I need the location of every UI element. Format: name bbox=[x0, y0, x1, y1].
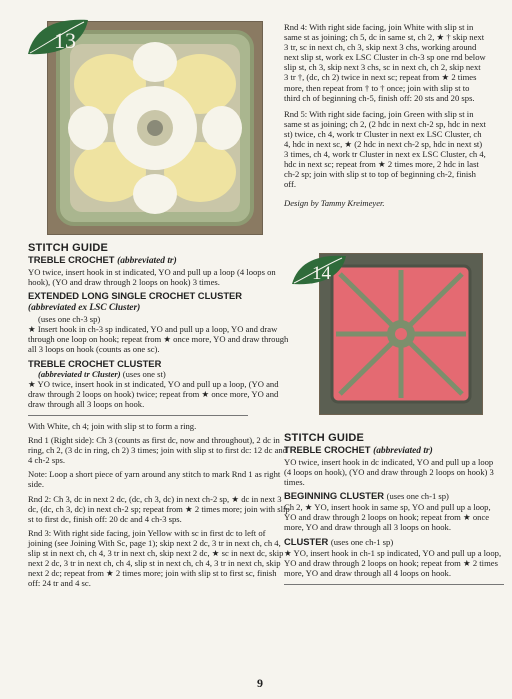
treble-crochet-heading: TREBLE CROCHET (abbreviated tr) bbox=[28, 254, 177, 266]
page-number: 9 bbox=[257, 676, 263, 690]
stitch-guide-title: STITCH GUIDE bbox=[28, 242, 109, 254]
section-divider bbox=[28, 415, 248, 416]
beginning-cluster-heading: BEGINNING CLUSTER (uses one ch-1 sp) bbox=[284, 490, 449, 502]
rnd-3-text: Rnd 3: With right side facing, join Yellow with sc in first dc to left of joining (see Joining With Sc, page 1); skip next 2 dc, 3 tr in next ch, ch 4, slip st in next ch, ch 4, 3 tr in next ch, skip next 2 dc, ★ sc in next dc, skip next 2 dc, 3 tr in next ch, ch 4, slip st in next ch, ch 4, 3 tr in next ch, skip next 2 dc; repeat from ★ 2 times more; join with slip st to first sc, finish off: 24 tr and 4 sc. bbox=[28, 527, 284, 589]
square-13-instructions bbox=[28, 242, 290, 588]
treble-crochet-text-14: YO twice, insert hook in dc indicated, YO and pull up a loop (4 loops on hook), (YO and draw through 2 loops on hook) 3 times. bbox=[284, 457, 494, 488]
ex-lsc-uses: (uses one ch-3 sp) bbox=[38, 314, 101, 325]
ex-lsc-cluster-heading: EXTENDED LONG SINGLE CROCHET CLUSTER (abbreviated ex LSC Cluster) bbox=[28, 290, 243, 314]
stitch-guide-title-14: STITCH GUIDE bbox=[284, 432, 365, 444]
tr-cluster-text: ★ YO twice, insert hook in st indicated, YO and pull up a loop, (YO and draw through 2 loops on hook) twice; repeat from ★ once more, YO and draw through all 3 loops on hook. bbox=[28, 378, 279, 409]
leaf-badge-13 bbox=[26, 16, 90, 58]
tr-cluster-heading: TREBLE CROCHET CLUSTER bbox=[28, 357, 162, 369]
section-divider-14 bbox=[284, 584, 504, 585]
treble-crochet-heading-14: TREBLE CROCHET (abbreviated tr) bbox=[284, 444, 433, 456]
rnd-4-text: Rnd 4: With right side facing, join White with slip st in same st as joining; ch 5, dc in same st, ch 2, ★ † skip next 3 tr, sc in next ch, ch 3, skip next 3 chs, working around next slip st, work ex LSC Cluster in ch-3 sp one rnd below slip st, ch 3, skip next 3 chs, sc in next ch, ch 2, skip next 3 tr †, (dc, ch 2) twice in next sc; repeat from ★ 2 times more, then repeat from † to † once; join with slip st to third ch of beginning ch-5, finish off: 20 sts and 20 sps. bbox=[284, 22, 486, 103]
cluster-text: ★ YO, insert hook in ch-1 sp indicated, YO and pull up a loop, YO and draw through 2 loops on hook; repeat from ★ 2 times more, YO and draw through all 4 loops on hook. bbox=[284, 547, 502, 578]
rnd-2-text: Rnd 2: Ch 3, dc in next 2 dc, (dc, ch 3, dc) in next ch-2 sp, ★ dc in next 3 dc, (dc, ch 3, dc) in next ch-2 sp; repeat from ★ 2 times more; join with slip st to first dc, finish off: 20 dc and 4 ch-3 sps. bbox=[28, 493, 290, 524]
cluster-heading: CLUSTER (uses one ch-1 sp) bbox=[284, 535, 394, 547]
square-13-number: 13 bbox=[54, 28, 76, 53]
square-14-stitch-guide bbox=[284, 432, 502, 590]
rnd-1-text: Rnd 1 (Right side): Ch 3 (counts as first dc, now and throughout), 2 dc in ring, ch 2, (3 dc in ring, ch 2) 3 times; join with slip st to first dc: 12 dc and 4 ch-2 sps. bbox=[28, 435, 287, 466]
treble-crochet-text: YO twice, insert hook in st indicated, YO and pull up a loop (4 loops on hook), (YO and draw through 2 loops on hook) 3 times. bbox=[28, 267, 276, 288]
rounds-4-5-section bbox=[284, 22, 486, 208]
rnd-5-text: Rnd 5: With right side facing, join Green with slip st in same st as joining; ch 2, (2 hdc in next ch-2 sp, hdc in next st) twice, ch 4, work tr Cluster in next ex LSC Cluster, ch 4, hdc in next sc, ★ (2 hdc in next ch-2 sp, hdc in next st) 3 times, ch 4, work tr Cluster in next ex LSC Cluster, ch 4, hdc in next sc; repeat from ★ 2 times more, 2 hdc in last ch-2 sp; join with slip st to top of beginning ch-2, finish off. bbox=[284, 108, 486, 190]
starting-ring-text: With White, ch 4; join with slip st to form a ring. bbox=[28, 420, 197, 431]
leaf-badge-14 bbox=[290, 252, 348, 288]
tr-cluster-abbr: (abbreviated tr Cluster) (uses one st) bbox=[38, 368, 166, 379]
note-text: Note: Loop a short piece of yarn around any stitch to mark Rnd 1 as right side. bbox=[28, 469, 281, 490]
ex-lsc-cluster-text: ★ Insert hook in ch-3 sp indicated, YO and pull up a loop, YO and draw through one loop on hook; repeat from ★ once more, YO and draw through all 3 loops on hook (counts as one sc). bbox=[28, 324, 289, 355]
beginning-cluster-text: Ch 2, ★ YO, insert hook in same sp, YO and pull up a loop, YO and draw through 2 loops on hook; repeat from ★ once more, YO and draw through all 3 loops on hook. bbox=[284, 502, 491, 533]
square-14-number: 14 bbox=[312, 263, 331, 284]
design-credit: Design by Tammy Kreimeyer. bbox=[284, 197, 385, 208]
